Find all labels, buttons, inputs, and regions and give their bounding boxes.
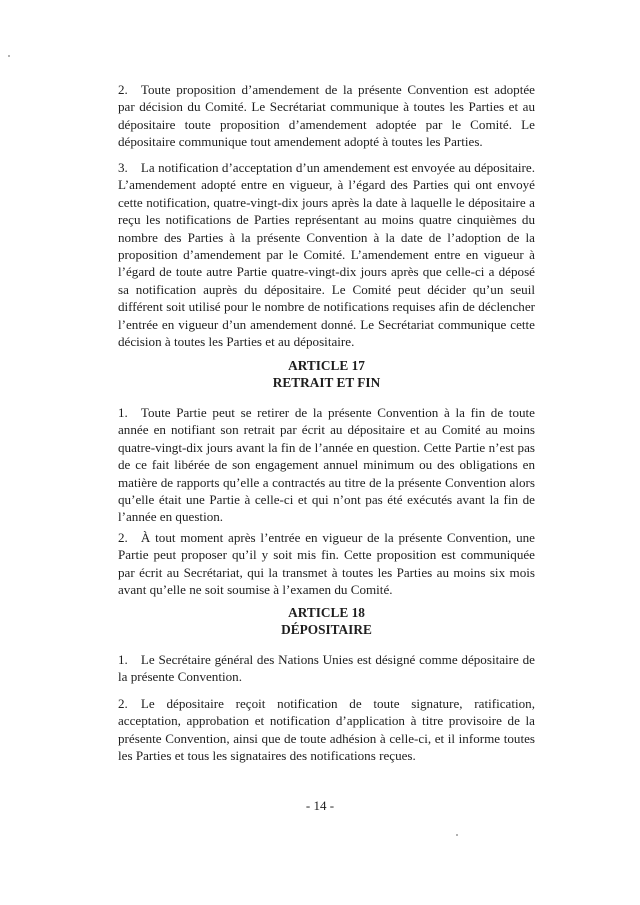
article-title: DÉPOSITAIRE [281,622,372,637]
article-18-paragraph-2 [118,695,535,765]
paragraph-text: 1. Le Secrétaire général des Nations Unies est désigné comme dépositaire de la présente Convention. [118,652,535,685]
article-number: ARTICLE 17 [288,358,365,373]
article-title: RETRAIT ET FIN [272,375,381,390]
paragraph-text: 1. Toute Partie peut se retirer de la présente Convention à la fin de toute année en notifiant son retrait par écrit au dépositaire et au Comité au moins quatre-vingt-dix jours avant la fin de l’année en question. Cette Partie n’est pas de ce fait libérée de son engagement annuel minimum ou des obligations en matière de rapports qu’elle a contractés au titre de la présente Convention alors qu’elle était une Partie à celle-ci et qui n’ont pas été exécutés avant la fin de l’année en question. [118,405,535,525]
paragraph-3-notification [118,159,535,350]
paragraph-text: 2. Toute proposition d’amendement de la présente Convention est adoptée par décision du Comité. Le Secrétariat communique à toutes les Parties et au dépositaire toute proposition d’amendement adoptée par le Comité. Le dépositaire communique tout amendement adopté à toutes les Parties. [118,82,535,150]
paragraph-text: 2. À tout moment après l’entrée en vigueur de la présente Convention, une Partie peut proposer qu’il y soit mis fin. Cette proposition est communiquée par écrit au Secrétariat, qui la transmet à toutes les Parties au moins six mois avant qu’elle ne soit soumise à l’examen du Comité. [118,530,535,598]
article-18-paragraph-1 [118,651,535,686]
article-number: ARTICLE 18 [288,605,365,620]
paragraph-2-amendment [118,81,535,151]
paragraph-text: 2. Le dépositaire reçoit notification de toute signature, ratification, acceptation, approbation et notification d’application à titre provisoire de la présente Convention, ainsi que de toute adhésion à celle-ci, et il informe toutes les Parties et tous les signataires des notifications reçues. [118,696,535,764]
article-17-heading [118,357,535,391]
paragraph-text: 3. La notification d’acceptation d’un amendement est envoyée au dépositaire. L’amendement adopté entre en vigueur, à l’égard des Parties qui ont envoyé cette notification, quatre-vingt-dix jours après la date à laquelle le dépositaire a reçu les notifications de Parties représentant au moins quatre cinquièmes du nombre des Parties à la présente Convention à la date de l’adoption de la proposition d’amendement par le Comité. L’amendement entre en vigueur à l’égard de toute autre Partie quatre-vingt-dix jours après que celle-ci a déposé sa notification auprès du dépositaire. Le Comité peut décider qu’un seuil différent soit utilisé pour le nombre de notifications requises afin de déclencher l’entrée en vigueur d’un amendement donné. Le Secrétariat communique cette décision à toutes les Parties et au dépositaire. [118,160,535,350]
page-number: - 14 - [305,798,335,813]
article-17-paragraph-2 [118,529,535,599]
article-18-heading [118,604,535,638]
scan-speck [8,55,10,57]
article-17-paragraph-1 [118,404,535,526]
scan-speck [456,834,458,836]
